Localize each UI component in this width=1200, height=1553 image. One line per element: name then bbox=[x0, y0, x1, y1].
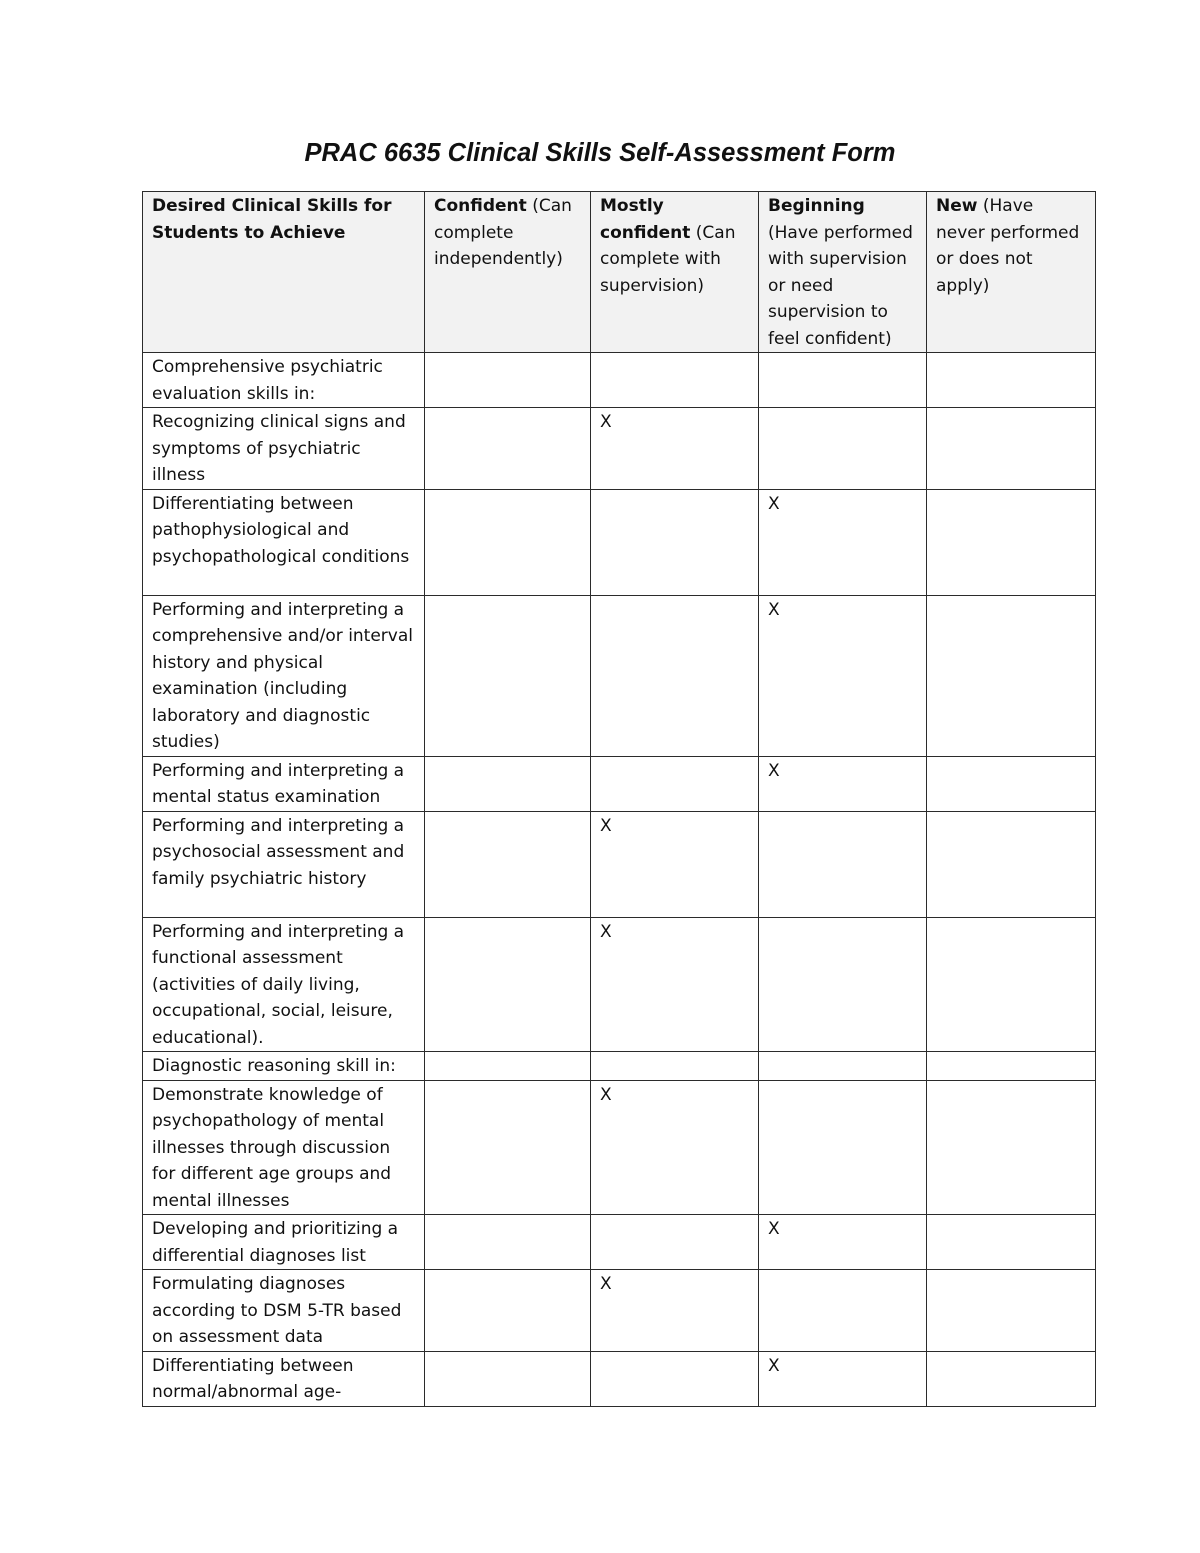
rating-cell-confident[interactable] bbox=[425, 489, 591, 595]
rating-cell-confident[interactable] bbox=[425, 1351, 591, 1406]
skill-label: Formulating diagnoses according to DSM 5-TR based on assessment data bbox=[143, 1270, 425, 1352]
rating-cell-new[interactable] bbox=[927, 489, 1096, 595]
table-body bbox=[143, 353, 1096, 1407]
skill-label: Performing and interpreting a psychosocial assessment and family psychiatric history bbox=[143, 811, 425, 917]
rating-cell-mostly[interactable] bbox=[591, 1052, 759, 1081]
rating-cell-mostly[interactable] bbox=[591, 353, 759, 408]
x-mark: X bbox=[768, 760, 780, 781]
table-row bbox=[143, 489, 1096, 595]
rating-cell-confident[interactable] bbox=[425, 811, 591, 917]
rating-cell-beginning[interactable] bbox=[759, 489, 927, 595]
rating-cell-beginning[interactable] bbox=[759, 1052, 927, 1081]
skill-label: Differentiating between normal/abnormal age- bbox=[143, 1351, 425, 1406]
rating-cell-confident[interactable] bbox=[425, 756, 591, 811]
section-row bbox=[143, 353, 1096, 408]
table-row bbox=[143, 1351, 1096, 1406]
header-beginning-desc: (Have performed with supervision or need supervision to feel confident) bbox=[768, 222, 913, 349]
x-mark: X bbox=[768, 599, 780, 620]
rating-cell-beginning[interactable] bbox=[759, 595, 927, 756]
x-mark: X bbox=[600, 1084, 612, 1105]
header-mostly-confident bbox=[591, 192, 759, 353]
table-row bbox=[143, 1080, 1096, 1215]
table-row bbox=[143, 756, 1096, 811]
rating-cell-confident[interactable] bbox=[425, 917, 591, 1052]
rating-cell-mostly[interactable] bbox=[591, 595, 759, 756]
rating-cell-confident[interactable] bbox=[425, 408, 591, 490]
rating-cell-new[interactable] bbox=[927, 1270, 1096, 1352]
x-mark: X bbox=[600, 412, 612, 432]
rating-cell-beginning[interactable] bbox=[759, 1270, 927, 1352]
rating-cell-mostly[interactable] bbox=[591, 1351, 759, 1406]
skill-label: Recognizing clinical signs and symptoms of psychiatric illness bbox=[143, 408, 425, 490]
table-header-row bbox=[143, 192, 1096, 353]
rating-cell-mostly[interactable] bbox=[591, 408, 759, 490]
rating-cell-new[interactable] bbox=[927, 756, 1096, 811]
rating-cell-mostly[interactable] bbox=[591, 489, 759, 595]
rating-cell-confident[interactable] bbox=[425, 353, 591, 408]
rating-cell-confident[interactable] bbox=[425, 595, 591, 756]
rating-cell-beginning[interactable] bbox=[759, 408, 927, 490]
table-row bbox=[143, 917, 1096, 1052]
header-new-title: New bbox=[936, 196, 978, 216]
skill-label: Performing and interpreting a mental status examination bbox=[143, 756, 425, 811]
rating-cell-new[interactable] bbox=[927, 408, 1096, 490]
skill-label: Performing and interpreting a comprehensive and/or interval history and physical examination (including laboratory and diagnostic studies) bbox=[143, 595, 425, 756]
section-row bbox=[143, 1052, 1096, 1081]
rating-cell-new[interactable] bbox=[927, 917, 1096, 1052]
header-beginning bbox=[759, 192, 927, 353]
table-row bbox=[143, 1270, 1096, 1352]
skill-label: Differentiating between pathophysiological and psychopathological conditions bbox=[143, 489, 425, 595]
rating-cell-beginning[interactable] bbox=[759, 811, 927, 917]
x-mark: X bbox=[768, 1355, 780, 1376]
rating-cell-new[interactable] bbox=[927, 1052, 1096, 1081]
rating-cell-confident[interactable] bbox=[425, 1270, 591, 1352]
header-new-desc: (Have never performed or does not apply) bbox=[936, 196, 1080, 296]
rating-cell-confident[interactable] bbox=[425, 1080, 591, 1215]
rating-cell-new[interactable] bbox=[927, 353, 1096, 408]
rating-cell-mostly[interactable] bbox=[591, 1215, 759, 1270]
x-mark: X bbox=[768, 1219, 780, 1239]
skill-label: Demonstrate knowledge of psychopathology of mental illnesses through discussion for different age groups and mental illnesses bbox=[143, 1080, 425, 1215]
header-beginning-title: Beginning bbox=[768, 196, 865, 216]
rating-cell-beginning[interactable] bbox=[759, 756, 927, 811]
header-skill bbox=[143, 192, 425, 353]
rating-cell-beginning[interactable] bbox=[759, 1080, 927, 1215]
rating-cell-new[interactable] bbox=[927, 1080, 1096, 1215]
rating-cell-new[interactable] bbox=[927, 811, 1096, 917]
section-label: Diagnostic reasoning skill in: bbox=[143, 1052, 425, 1081]
header-confident-title: Confident bbox=[434, 196, 527, 216]
rating-cell-mostly[interactable] bbox=[591, 811, 759, 917]
table-row bbox=[143, 408, 1096, 490]
x-mark: X bbox=[600, 921, 612, 942]
rating-cell-mostly[interactable] bbox=[591, 1080, 759, 1215]
x-mark: X bbox=[600, 1274, 612, 1294]
rating-cell-new[interactable] bbox=[927, 595, 1096, 756]
page-title: PRAC 6635 Clinical Skills Self-Assessment Form bbox=[304, 139, 896, 167]
x-mark: X bbox=[768, 493, 780, 514]
header-confident bbox=[425, 192, 591, 353]
x-mark: X bbox=[600, 815, 612, 836]
header-confident-desc: (Can complete independently) bbox=[434, 196, 572, 269]
rating-cell-beginning[interactable] bbox=[759, 917, 927, 1052]
header-mostly-title: Mostly confident bbox=[600, 196, 691, 243]
rating-cell-mostly[interactable] bbox=[591, 1270, 759, 1352]
table-row bbox=[143, 811, 1096, 917]
rating-cell-beginning[interactable] bbox=[759, 1215, 927, 1270]
table-row bbox=[143, 1215, 1096, 1270]
table-row bbox=[143, 595, 1096, 756]
section-label: Comprehensive psychiatric evaluation skills in: bbox=[143, 353, 425, 408]
skill-label: Performing and interpreting a functional assessment (activities of daily living, occupational, social, leisure, educational). bbox=[143, 917, 425, 1052]
rating-cell-confident[interactable] bbox=[425, 1052, 591, 1081]
rating-cell-new[interactable] bbox=[927, 1351, 1096, 1406]
header-skill-label: Desired Clinical Skills for Students to Achieve bbox=[152, 196, 392, 243]
skill-label: Developing and prioritizing a differential diagnoses list bbox=[143, 1215, 425, 1270]
header-mostly-desc: (Can complete with supervision) bbox=[600, 222, 736, 296]
rating-cell-new[interactable] bbox=[927, 1215, 1096, 1270]
rating-cell-mostly[interactable] bbox=[591, 756, 759, 811]
rating-cell-mostly[interactable] bbox=[591, 917, 759, 1052]
rating-cell-beginning[interactable] bbox=[759, 353, 927, 408]
rating-cell-confident[interactable] bbox=[425, 1215, 591, 1270]
header-new bbox=[927, 192, 1096, 353]
self-assessment-table bbox=[142, 191, 1096, 1407]
rating-cell-beginning[interactable] bbox=[759, 1351, 927, 1406]
